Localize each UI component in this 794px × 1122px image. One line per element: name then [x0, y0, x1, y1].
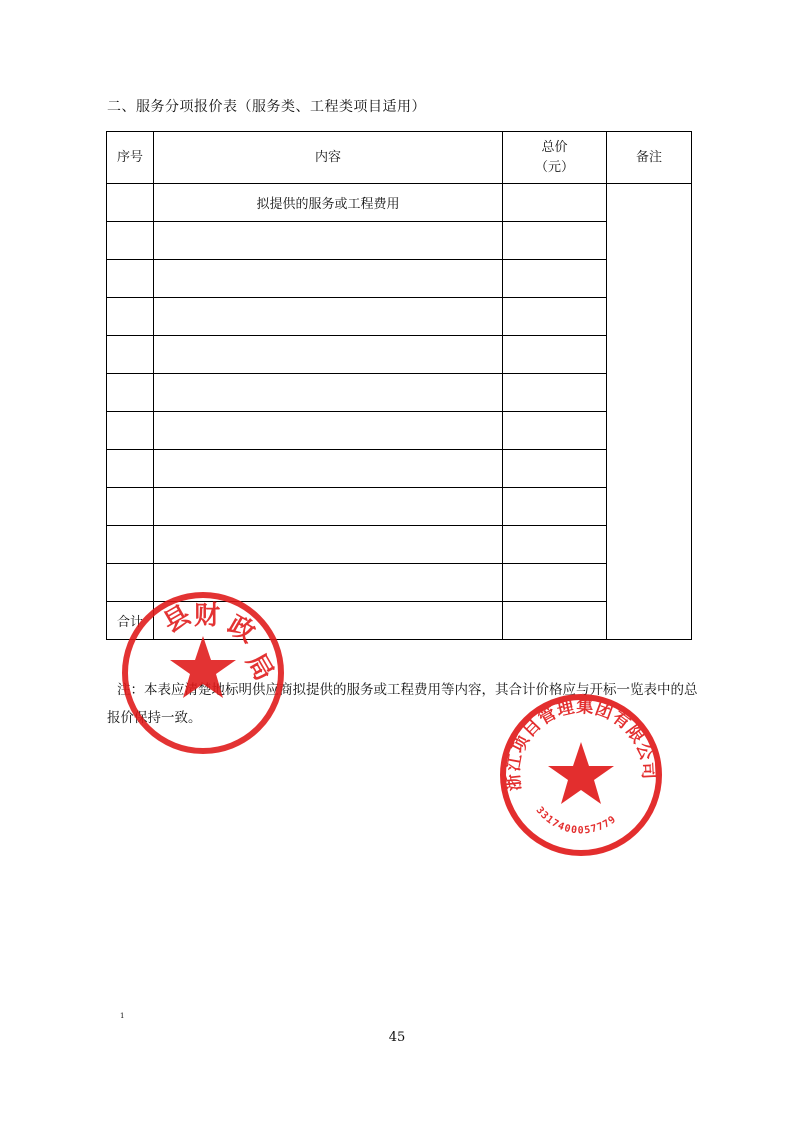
cell-price: [503, 336, 607, 374]
footnote-mark: 1: [120, 1012, 125, 1020]
cell-price: [503, 450, 607, 488]
svg-text:局: 局: [239, 648, 279, 687]
header-price-unit: （元）: [534, 159, 574, 175]
cell-seq: [107, 260, 154, 298]
page-number: 45: [388, 1030, 406, 1045]
svg-text:3317400057779: 3317400057779: [533, 804, 619, 837]
cell-price: [503, 488, 607, 526]
cell-content: 拟提供的服务或工程费用: [154, 184, 503, 222]
cell-content: [154, 412, 503, 450]
cell-seq: [107, 374, 154, 412]
cell-seq: [107, 526, 154, 564]
cell-content: [154, 336, 503, 374]
cell-content: [154, 374, 503, 412]
table-row: [107, 526, 692, 564]
cell-seq: [107, 412, 154, 450]
cell-seq: [107, 336, 154, 374]
table-row: [107, 412, 692, 450]
cell-content: [154, 260, 503, 298]
cell-price: [503, 298, 607, 336]
table-row: [107, 450, 692, 488]
cell-content: [154, 450, 503, 488]
total-price: [503, 602, 607, 640]
finance-seal: [118, 588, 288, 758]
cell-seq: [107, 184, 154, 222]
svg-text:浙江项目管理集团有限公司: 浙江项目管理集团有限公司: [503, 696, 659, 792]
cell-seq: [107, 298, 154, 336]
svg-text:财: 财: [194, 601, 221, 631]
star-icon: [548, 742, 614, 804]
cell-price: [503, 222, 607, 260]
cell-content: [154, 488, 503, 526]
table-row: [107, 222, 692, 260]
header-price: [503, 132, 607, 184]
table-header-row: [107, 132, 692, 184]
table-row: [107, 374, 692, 412]
cell-price: [503, 184, 607, 222]
cell-price: [503, 260, 607, 298]
quote-table: [106, 131, 692, 640]
cell-content: [154, 298, 503, 336]
cell-seq: [107, 222, 154, 260]
cell-price: [503, 412, 607, 450]
table-row: [107, 488, 692, 526]
header-price-label: 总价: [541, 139, 568, 155]
section-heading: 二、服务分项报价表（服务类、工程类项目适用）: [107, 99, 426, 115]
cell-content: [154, 222, 503, 260]
table-row: [107, 184, 692, 222]
star-icon: [170, 636, 236, 698]
cell-price: [503, 564, 607, 602]
total-label: 合计: [107, 602, 154, 640]
header-remark: 备注: [607, 132, 692, 184]
note-text: 注：本表应清楚地标明供应商拟提供的服务或工程费用等内容，其合计价格应与开标一览表中的总报价保持一致。: [107, 682, 698, 726]
cell-price: [503, 526, 607, 564]
cell-content: [154, 526, 503, 564]
table-row: [107, 298, 692, 336]
svg-text:政: 政: [222, 610, 261, 650]
cell-remark: [607, 184, 692, 640]
company-seal: [496, 690, 666, 860]
cell-price: [503, 374, 607, 412]
cell-seq: [107, 488, 154, 526]
svg-text:县: 县: [158, 600, 197, 640]
table-row: [107, 336, 692, 374]
cell-seq: [107, 450, 154, 488]
table-row: [107, 260, 692, 298]
header-seq: 序号: [107, 132, 154, 184]
header-content: 内容: [154, 132, 503, 184]
